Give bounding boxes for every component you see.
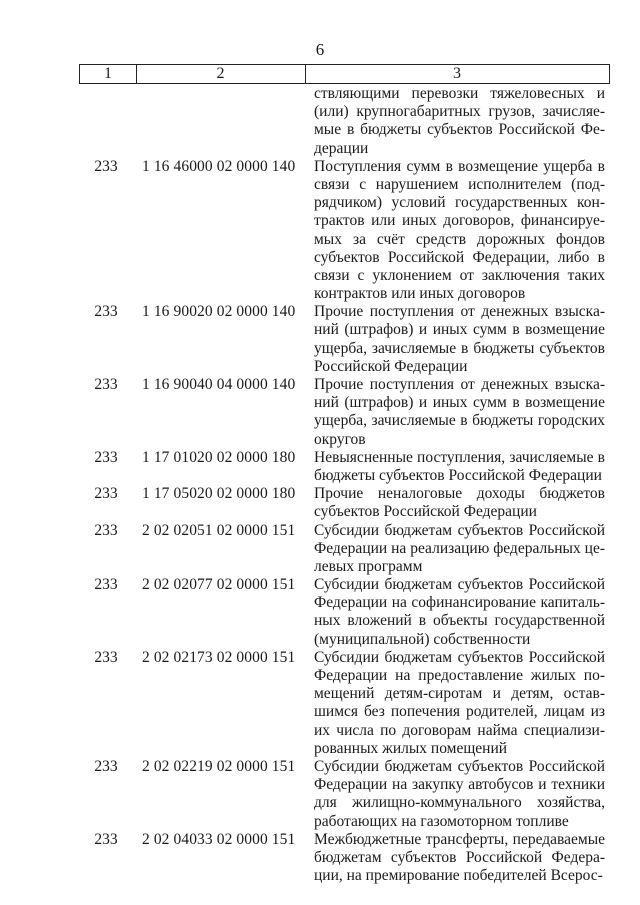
budget-classification-code: 2 02 02077 02 0000 151 — [142, 576, 296, 594]
description-line: Федерации на предоставление жилых по- — [314, 667, 605, 684]
table-row — [0, 758, 640, 831]
description-line: ции, на премирование победителей Всерос- — [314, 867, 603, 885]
description-line: ущерба, зачисляемые в бюджеты субъектов — [314, 339, 605, 357]
description-line: связи с нарушением исполнителем (под- — [314, 175, 605, 193]
description-line: ний (штрафов) и иных сумм в возмещение — [314, 394, 605, 412]
description-line: мые в бюджеты субъектов Российской Фе- — [314, 121, 605, 139]
revenue-description — [314, 376, 605, 449]
admin-code: 233 — [94, 448, 118, 466]
description-line: Федерации на софинансирование капиталь- — [314, 594, 605, 612]
revenue-description — [314, 576, 605, 649]
admin-code: 233 — [94, 648, 118, 666]
revenue-description — [314, 85, 605, 158]
budget-classification-code: 1 16 90040 04 0000 140 — [142, 376, 296, 393]
description-line: Субсидии бюджетам субъектов Российской — [314, 576, 605, 594]
description-line: Субсидии бюджетам субъектов Российской — [314, 757, 605, 775]
budget-classification-code: 2 02 02051 02 0000 151 — [142, 521, 296, 539]
description-line: дерации — [314, 139, 369, 157]
description-line: мых за счёт средств дорожных фондов — [314, 230, 605, 248]
table-row — [0, 158, 640, 304]
budget-classification-code: 1 17 01020 02 0000 180 — [142, 448, 296, 466]
revenue-description — [314, 158, 605, 304]
table-row — [0, 485, 640, 521]
description-line: ных вложений в объекты государственной — [314, 612, 605, 630]
description-line: Субсидии бюджетам субъектов Российской — [314, 521, 605, 539]
description-line: субъектов Российской Федерации — [314, 503, 537, 521]
description-line: Федерации на закупку автобусов и техники — [314, 776, 605, 794]
description-line: (муниципальной) собственности — [314, 630, 531, 648]
description-line: Российской Федерации — [314, 357, 468, 375]
table-row — [0, 449, 640, 485]
description-line: мещений детям-сиротам и детям, остав- — [314, 685, 605, 703]
description-line: контрактов или иных договоров — [314, 285, 526, 303]
description-line: Субсидии бюджетам субъектов Российской — [314, 648, 605, 666]
revenue-description — [314, 485, 605, 521]
description-line: бюджеты субъектов Российской Федерации — [314, 466, 602, 484]
description-line: Межбюджетные трансферты, передаваемые — [314, 830, 605, 848]
table-row — [0, 649, 640, 758]
admin-code: 233 — [94, 757, 118, 775]
description-line: ущерба, зачисляемые в бюджеты городских — [314, 412, 605, 430]
description-line: связи с уклонением от заключения таких — [314, 266, 605, 284]
description-line: ствляющими перевозки тяжеловесных и — [314, 85, 605, 102]
admin-code: 233 — [94, 576, 118, 594]
description-line: Федерации на реализацию федеральных це- — [314, 539, 605, 557]
description-line: их числа по договорам найма специализи- — [314, 721, 605, 739]
admin-code: 233 — [94, 830, 118, 848]
header-col-2: 2 — [136, 64, 306, 84]
header-col-1: 1 — [79, 64, 137, 84]
budget-classification-code: 1 17 05020 02 0000 180 — [142, 485, 296, 503]
table-row — [0, 85, 640, 158]
revenue-description — [314, 303, 605, 376]
admin-code: 233 — [94, 521, 118, 539]
description-line: рядчиком) условий государственных кон- — [314, 194, 605, 212]
description-line: субъектов Российской Федерации, либо в — [314, 248, 605, 266]
page-number: 6 — [315, 40, 325, 59]
table-row — [0, 831, 640, 886]
description-line: шимся без попечения родителей, лицам из — [314, 703, 605, 721]
table-row — [0, 522, 640, 577]
budget-classification-code: 1 16 90020 02 0000 140 — [142, 303, 296, 321]
description-line: Прочие поступления от денежных взыска- — [314, 376, 605, 393]
description-line: ний (штрафов) и иных сумм в возмещение — [314, 321, 605, 339]
revenue-description — [314, 522, 605, 577]
description-line: работающих на газомоторном топливе — [314, 812, 569, 830]
description-line: рованных жилых помещений — [314, 739, 508, 757]
description-line: бюджетам субъектов Российской Федера- — [314, 848, 605, 866]
description-line: (или) крупногабаритных грузов, зачисляе- — [314, 103, 605, 121]
description-line: Прочие поступления от денежных взыска- — [314, 303, 605, 321]
budget-classification-code: 2 02 04033 02 0000 151 — [142, 830, 296, 848]
description-line: Прочие неналоговые доходы бюджетов — [314, 485, 605, 503]
table-row — [0, 376, 640, 449]
description-line: для жилищно-коммунального хозяйства, — [314, 794, 605, 812]
revenue-description — [314, 831, 605, 886]
table-row — [0, 576, 640, 649]
description-line: левых программ — [314, 557, 423, 575]
admin-code: 233 — [94, 303, 118, 321]
header-col-3: 3 — [305, 64, 610, 84]
revenue-description — [314, 449, 605, 485]
revenue-code-table — [0, 85, 640, 885]
admin-code: 233 — [94, 157, 118, 175]
description-line: округов — [314, 430, 366, 448]
revenue-description — [314, 758, 605, 831]
revenue-description — [314, 649, 605, 758]
description-line: Поступления сумм в возмещение ущерба в — [314, 157, 605, 175]
table-row — [0, 303, 640, 376]
admin-code: 233 — [94, 376, 118, 393]
admin-code: 233 — [94, 485, 118, 503]
budget-classification-code: 1 16 46000 02 0000 140 — [142, 157, 296, 175]
budget-classification-code: 2 02 02173 02 0000 151 — [142, 648, 296, 666]
description-line: Невыясненные поступления, зачисляемые в — [314, 448, 605, 466]
description-line: трактов или иных договоров, финансируе- — [314, 212, 605, 230]
budget-classification-code: 2 02 02219 02 0000 151 — [142, 757, 296, 775]
